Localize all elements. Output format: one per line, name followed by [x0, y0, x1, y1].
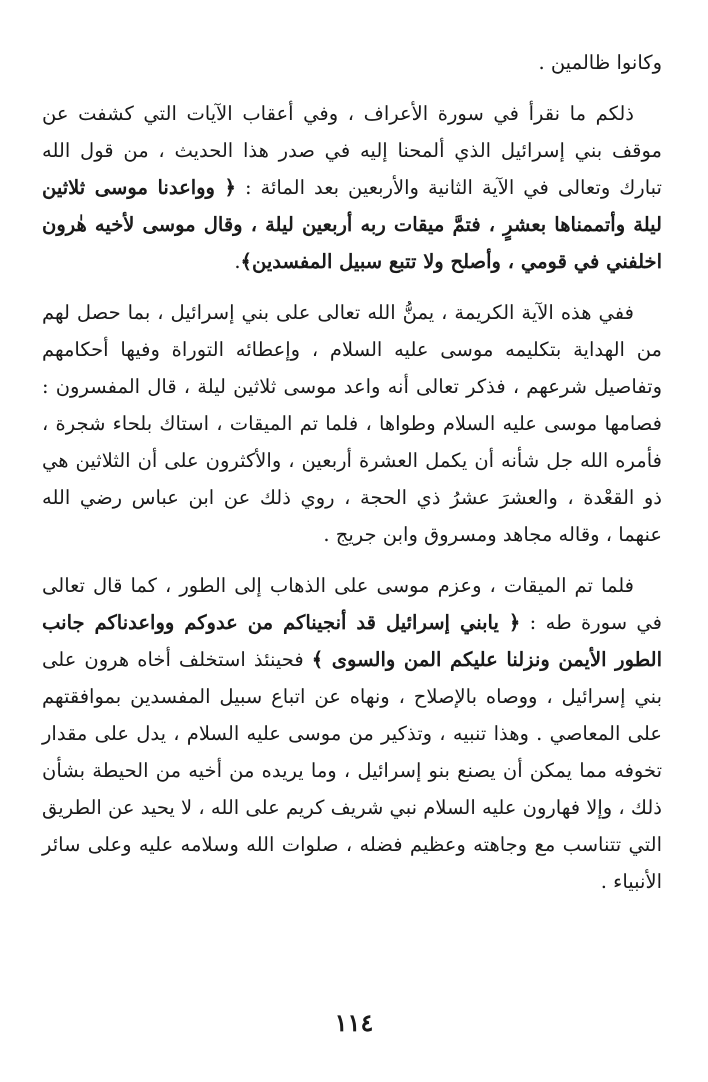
paragraph-4 — [42, 567, 662, 900]
page-number: ١١٤ — [334, 1008, 374, 1037]
body-text — [42, 44, 662, 914]
paragraph-2-text-a: ذلكم ما نقرأ في سورة الأعراف ، وفي أعقاب الآيات التي كشفت عن موقف بني إسرائيل الذي ألمحنا إليه في صدر هذا الحديث ، من قول الله تبارك وتعالى في الآية الثانية والأربعين بعد المائة : — [42, 102, 662, 199]
paragraph-2-text-b: . — [234, 250, 241, 273]
paragraph-1 — [42, 44, 662, 81]
paragraph-2 — [42, 95, 662, 280]
paragraph-3 — [42, 294, 662, 553]
paragraph-4-text-b: فحينئذ استخلف أخاه هرون على بني إسرائيل ، ووصاه بالإصلاح ، ونهاه عن اتباع سبيل المفسدين بموافقتهم على المعاصي . وهذا تنبيه ، وتذكير من موسى عليه السلام ، يدل على مقدار تخوفه مما يمكن أن يصنع بنو إسرائيل ، وما يريده من أخيه من الحيطة بشأن ذلك ، وإلا فهارون عليه السلام نبي شريف كريم على الله ، لا يحيد عن الطريق التي تتناسب مع وجاهته وعظيم فضله ، صلوات الله وسلامه عليه وعلى سائر الأنبياء . — [42, 648, 662, 893]
paragraph-4-text-a: فلما تم الميقات ، وعزم موسى على الذهاب إلى الطور ، كما قال تعالى في سورة طه : — [42, 574, 662, 634]
paragraph-3-text: ففي هذه الآية الكريمة ، يمنُّ الله تعالى على بني إسرائيل ، بما حصل لهم من الهداية بتكليمه موسى عليه السلام ، وإعطائه التوراة وفيها أحكامهم وتفاصيل شرعهم ، فذكر تعالى أنه واعد موسى ثلاثين ليلة ، قال المفسرون : فصامها موسى عليه السلام وطواها ، فلما تم الميقات ، استاك بلحاء شجرة ، فأمره الله جل شأنه أن يكمل العشرة أربعين ، والأكثرون على أن الثلاثين هي ذو القعْدة ، والعشرَ عشرُ ذي الحجة ، روي ذلك عن ابن عباس رضي الله عنهما ، وقاله مجاهد ومسروق وابن جريج . — [42, 301, 662, 546]
paragraph-1-text: وكانوا ظالمين . — [538, 51, 662, 74]
quran-quote-2: ﴿ يابني إسرائيل قد أنجيناكم من عدوكم وواعدناكم جانب الطور الأيمن ونزلنا عليكم المن والسوى ﴾ — [42, 611, 662, 671]
quran-quote-1: ﴿ وواعدنا موسى ثلاثين ليلة وأتممناها بعشرٍ ، فتمَّ ميقات ربه أربعين ليلة ، وقال موسى لأخيه هٰرون اخلفني في قومي ، وأصلح ولا تتبع سبيل المفسدين﴾ — [42, 176, 662, 273]
